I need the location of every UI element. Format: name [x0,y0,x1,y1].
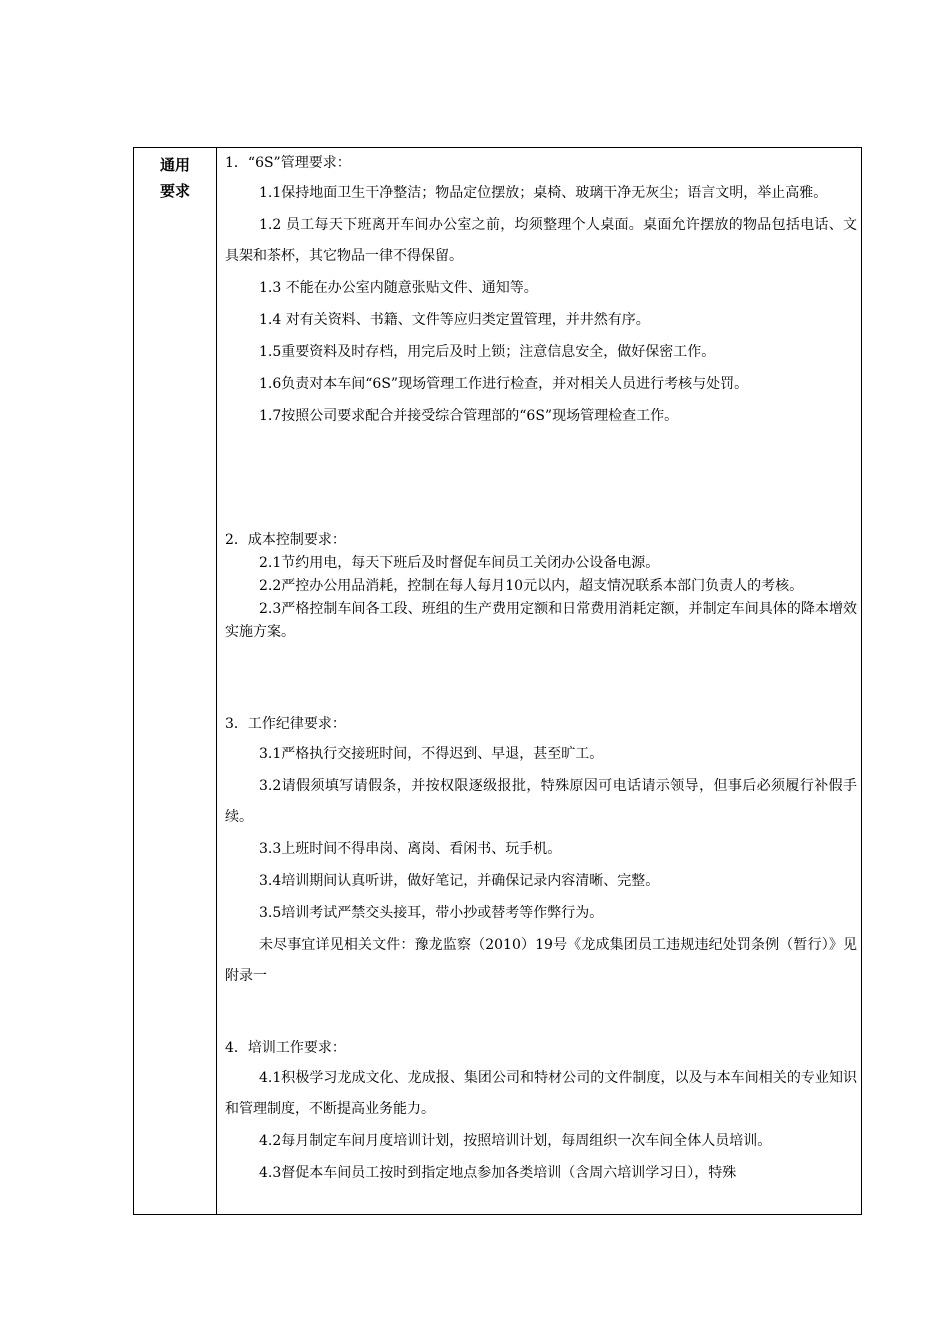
section-cost-control [225,528,857,644]
section-heading: 1．“6S”管理要求： [225,155,351,171]
list-item: 1.6负责对本车间“6S”现场管理工作进行检查，并对相关人员进行考核与处罚。 [259,376,749,392]
list-item: 1.1保持地面卫生干净整洁；物品定位摆放；桌椅、玻璃干净无灰尘；语言文明，举止高雅。 [259,185,828,201]
section-heading: 3．工作纪律要求： [225,716,346,732]
list-item: 1.3 不能在办公室内随意张贴文件、通知等。 [259,280,538,296]
list-item: 1.5重要资料及时存档，用完后及时上锁；注意信息安全，做好保密工作。 [259,344,716,360]
row-label-line2: 要求 [159,182,190,200]
list-item: 3.4培训期间认真听讲，做好笔记，并确保记录内容清晰、完整。 [259,873,660,889]
list-item: 3.1严格执行交接班时间，不得迟到、早退，甚至旷工。 [259,746,604,762]
list-item: 1.2 员工每天下班离开车间办公室之前，均须整理个人桌面。桌面允许摆放的物品包括电话、文具架和茶杯，其它物品一律不得保留。 [225,217,857,264]
section-training [225,1036,857,1190]
list-item: 4.3督促本车间员工按时到指定地点参加各类培训（含周六培训学习日），特殊 [259,1165,737,1181]
list-item: 未尽事宜详见相关文件：豫龙监察（2010）19号《龙成集团员工违规违纪处罚条例（暂行）》见附录一 [225,937,857,984]
list-item: 2.1节约用电，每天下班后及时督促车间员工关闭办公设备电源。 [259,555,660,571]
list-item: 4.2每月制定车间月度培训计划，按照培训计划，每周组织一次车间全体人员培训。 [259,1133,772,1149]
list-item: 4.1积极学习龙成文化、龙成报、集团公司和特材公司的文件制度，以及与本车间相关的专业知识和管理制度，不断提高业务能力。 [225,1070,857,1117]
list-item: 3.2请假须填写请假条，并按权限逐级报批，特殊原因可电话请示领导，但事后必须履行补假手续。 [225,778,857,825]
section-heading: 4．培训工作要求： [225,1040,346,1056]
row-label [134,152,216,204]
list-item: 2.3严格控制车间各工段、班组的生产费用定额和日常费用消耗定额，并制定车间具体的降本增效实施方案。 [225,601,857,640]
list-item: 3.3上班时间不得串岗、离岗、看闲书、玩手机。 [259,841,562,857]
list-item: 1.4 对有关资料、书籍、文件等应归类定置管理，并井然有序。 [259,312,650,328]
requirements-table [133,147,862,1215]
column-divider [216,148,217,1214]
section-6s [225,151,857,433]
list-item: 1.7按照公司要求配合并接受综合管理部的“6S”现场管理检查工作。 [259,408,679,424]
row-label-line1: 通用 [159,156,190,174]
list-item: 3.5培训考试严禁交头接耳，带小抄或替考等作弊行为。 [259,905,604,921]
section-heading: 2．成本控制要求： [225,532,346,548]
list-item: 2.2严控办公用品消耗，控制在每人每月10元以内，超支情况联系本部门负责人的考核。 [259,578,804,594]
section-work-discipline [225,712,857,993]
